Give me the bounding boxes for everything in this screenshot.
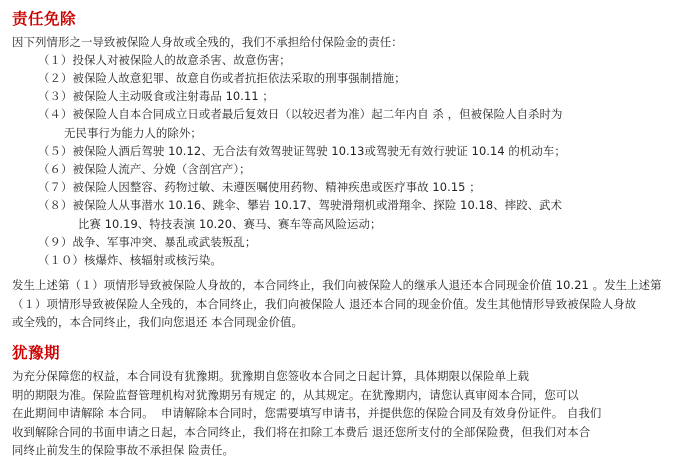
list-item: （６）被保险人流产、分娩（含剖宫产）；: [38, 162, 251, 177]
paragraph-line: 明的期限为准。保险监督管理机构对犹豫期另有规定 的，从其规定。在犹豫期内，请您认真审阅本合同，您可以: [12, 388, 579, 403]
list-item: （７）被保险人因整容、药物过敏、未遵医嘱使用药物、精神疾患或医疗事故 10.15 ；: [38, 180, 481, 195]
list-item-continuation: 比赛 10.19、特技表演 10.20、赛马、赛车等高风险运动；: [78, 216, 382, 231]
list-item-continuation: 无民事行为能力人的除外；: [64, 125, 202, 140]
hesitation-period-first-line-wrap: [12, 367, 612, 385]
list-item: （１）投保人对被保险人的故意杀害、故意伤害；: [38, 52, 291, 67]
section-heading-hesitation-period: 犹豫期: [12, 344, 61, 363]
liability-exemption-paragraph: [12, 276, 690, 331]
hesitation-period-paragraph: [12, 386, 690, 460]
paragraph-line: 为充分保障您的权益，本合同设有犹豫期。犹豫期自您签收本合同之日起计算，具体期限以保险单上载: [12, 369, 530, 384]
paragraph-line: （１）项情形导致被保险人全残的，本合同终止，我们向被保险人 退还本合同的现金价值。发生其他情形导致被保险人身故: [12, 296, 637, 311]
list-item: （１０）核爆炸、核辐射或核污染。: [38, 253, 222, 268]
paragraph-line: 或全残的，本合同终止，我们向您退还 本合同现金价值。: [12, 315, 303, 330]
section-intro-liability-exemption: 因下列情形之一导致被保险人身故或全残的，我们不承担给付保险金的责任：: [12, 34, 403, 49]
list-item: （５）被保险人酒后驾驶 10.12、无合法有效驾驶证驾驶 10.13或驾驶无有效行驶证 10.14 的机动车；: [38, 143, 566, 158]
list-item: （８）被保险人从事潜水 10.16、跳伞、攀岩 10.17、驾驶滑翔机或滑翔伞、探险 10.18、摔跤、武术: [38, 198, 563, 213]
paragraph-line: 同终止前发生的保险事故不承担保 险责任。: [12, 443, 235, 458]
paragraph-line: 收到解除合同的书面申请之日起，本合同终止，我们将在扣除工本费后 退还您所支付的全部保险费，但我们对本合: [12, 424, 591, 439]
section-heading-liability-exemption: 责任免除: [12, 10, 77, 28]
paragraph-line: 发生上述第（１）项情形导致被保险人身故的，本合同终止，我们向被保险人的继承人退还本合同现金价值 10.21 。发生上述第: [12, 278, 662, 293]
list-item: （９）战争、军事冲突、暴乱或武装叛乱；: [38, 234, 257, 249]
list-item: （３）被保险人主动吸食或注射毒品 10.11 ；: [38, 89, 274, 104]
list-item: （２）被保险人故意犯罪、故意自伤或者抗拒依法采取的刑事强制措施；: [38, 71, 406, 85]
section-hesitation-period: [12, 340, 690, 459]
section-liability-exemption: [12, 10, 690, 331]
list-item: （４）被保险人自本合同成立日或者最后复效日（以较迟者为准）起二年内自 杀 ，但被保险人自杀时为: [38, 107, 563, 122]
exemption-list: [12, 51, 690, 269]
paragraph-line: 在此期间申请解除 本合同。 申请解除本合同时，您需要填写申请书，并提供您的保险合同及有效身份证件。 自我们: [12, 406, 602, 421]
